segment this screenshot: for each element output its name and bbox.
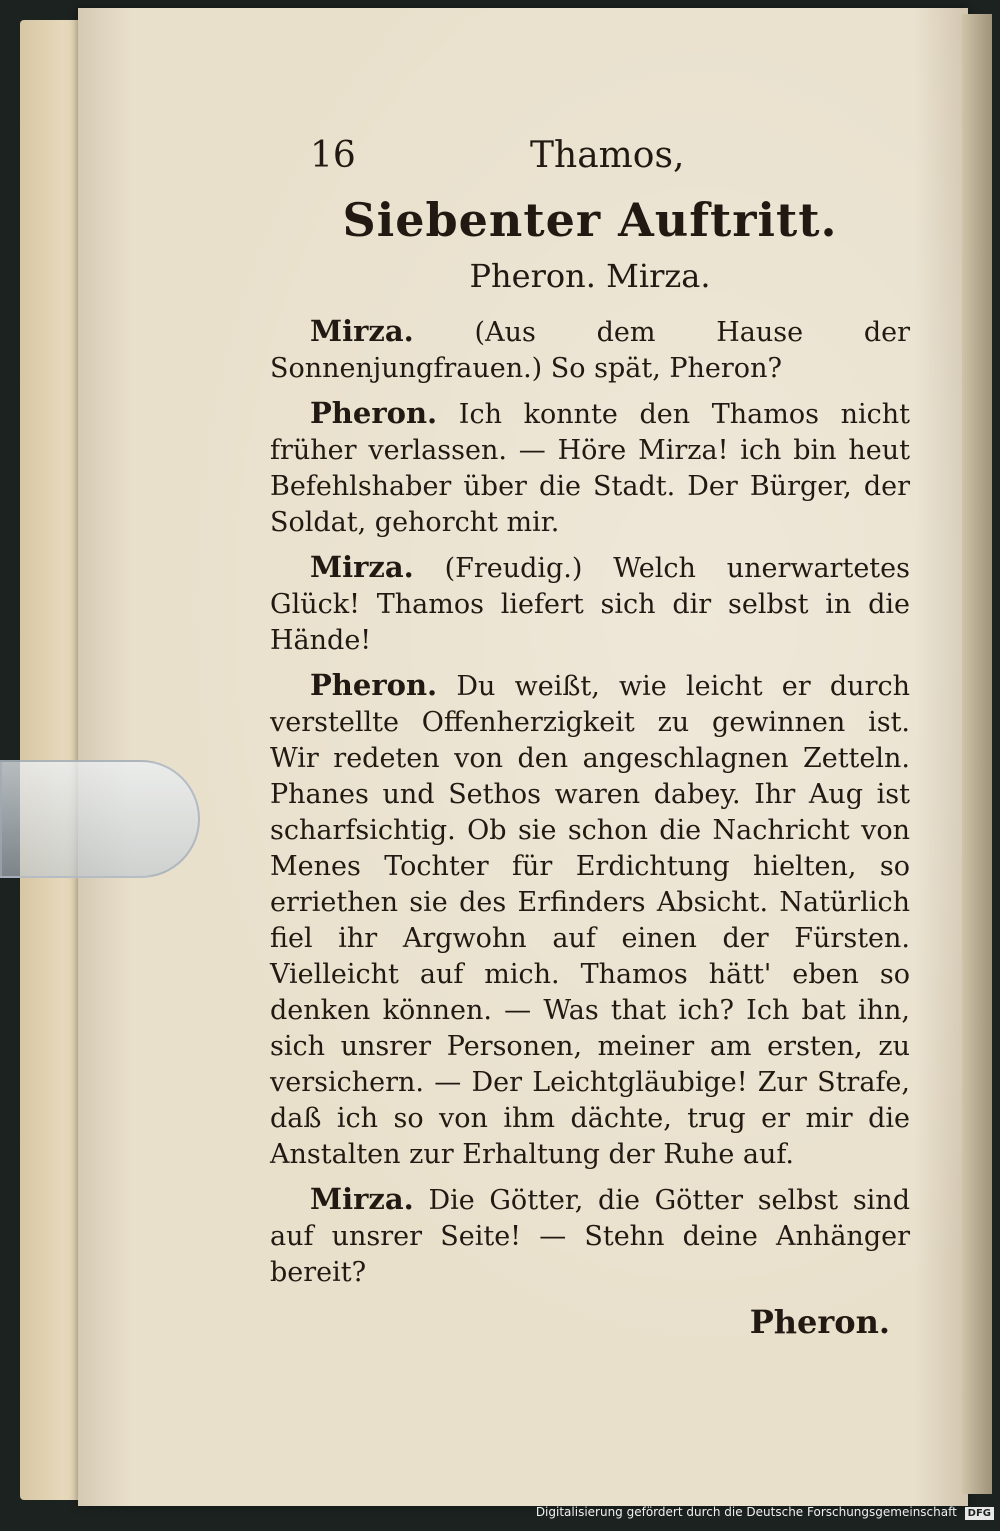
page-text — [270, 125, 910, 1341]
scene-title: Siebenter Auftritt. — [342, 193, 838, 247]
page-number: 16 — [310, 135, 356, 176]
dialogue-paragraph — [270, 667, 910, 1173]
dfg-logo: DFG — [965, 1507, 994, 1520]
dialogue-text: Du weißt, wie leicht er durch verstellte Offenherzigkeit zu gewinnen ist. Wir redeten von den angeschlagnen Zetteln. Phanes und Sethos waren dabey. Ihr Aug ist scharfsichtig. Ob sie schon die Nachricht von Menes Tochter für Erdichtung hielten, so erriethen sie des Erfinders Absicht. Natürlich fiel ihr Argwohn auf einen der Fürsten. Vielleicht auf mich. Thamos hätt' eben so denken können. — Was that ich? Ich bat ihn, sich unsrer Personen, meiner am ersten, zu versichern. — Der Leichtgläubige! Zur Strafe, daß ich so von ihm dächte, trug er mir die Anstalten zur Erhaltung der Ruhe auf. — [270, 671, 910, 1170]
footer-credit — [0, 1505, 1000, 1527]
page-header — [270, 125, 910, 185]
dialogue-paragraph — [270, 549, 910, 659]
speaker-name: Mirza. — [310, 1182, 414, 1216]
footer-credit-text: Digitalisierung gefördert durch die Deutsche Forschungsgemeinschaft — [535, 1505, 957, 1519]
dialogue-text: (Freudig.) Welch unerwartetes Glück! Thamos liefert sich dir selbst in die Hände! — [270, 553, 910, 656]
speaker-name: Pheron. — [310, 396, 438, 430]
dialogue-text: (Aus dem Hause der Sonnenjungfrauen.) So spät, Pheron? — [270, 317, 910, 384]
page-clip — [0, 760, 200, 878]
dialogue-paragraph — [270, 313, 910, 387]
speaker-name: Pheron. — [310, 668, 438, 702]
speaker-name: Mirza. — [310, 314, 414, 348]
facing-page-edge — [962, 14, 992, 1494]
dialogue-text: Die Götter, die Götter selbst sind auf unsrer Seite! — Stehn deine Anhänger bereit? — [270, 1185, 910, 1288]
dialogue-text: Ich konnte den Thamos nicht früher verlassen. — Höre Mirza! ich bin heut Befehlshaber über die Stadt. Der Bürger, der Soldat, gehorcht mir. — [270, 399, 910, 538]
catchword: Pheron. — [749, 1303, 890, 1341]
speaker-name: Mirza. — [310, 550, 414, 584]
dialogue-paragraph — [270, 395, 910, 541]
dialogue-paragraph — [270, 1181, 910, 1291]
running-title: Thamos, — [530, 135, 685, 176]
characters-line: Pheron. Mirza. — [469, 257, 711, 295]
